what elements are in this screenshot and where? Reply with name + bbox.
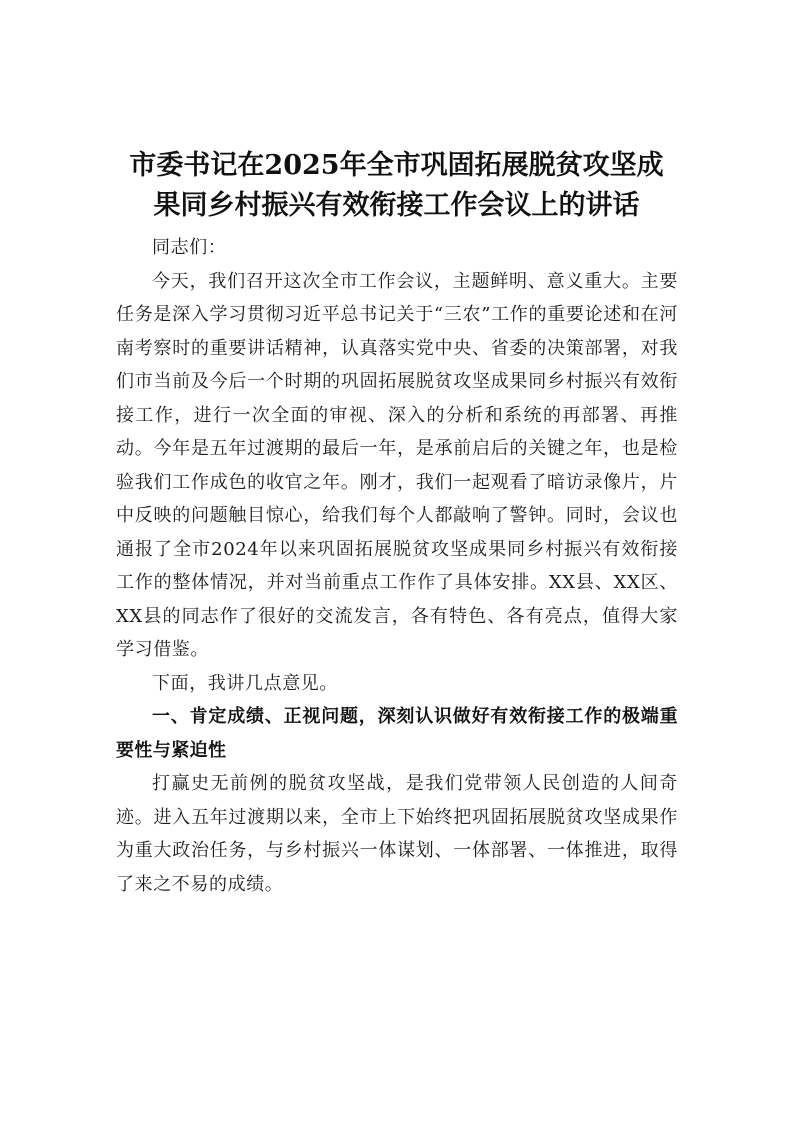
document-title xyxy=(100,146,693,226)
body-paragraph-transition: 下面，我讲几点意见。 xyxy=(152,672,338,694)
title-line-1: 市委书记在2025年全市巩固拓展脱贫攻坚成 xyxy=(129,150,664,181)
document-body xyxy=(116,231,678,901)
salutation: 同志们： xyxy=(152,237,227,258)
section-heading-1: 一、肯定成绩、正视问题，深刻认识做好有效衔接工作的极端重要性与紧迫性 xyxy=(116,706,678,761)
section-1-paragraph: 打赢史无前例的脱贫攻坚战，是我们党带领人民创造的人间奇迹。进入五年过渡期以来，全市上下始终把巩固拓展脱贫攻坚成果作为重大政治任务，与乡村振兴一体谋划、一体部署、一体推进，取得了来之不易的成绩。 xyxy=(116,773,678,895)
body-paragraph-opening: 今天，我们召开这次全市工作会议，主题鲜明、意义重大。主要任务是深入学习贯彻习近平总书记关于“三农”工作的重要论述和在河南考察时的重要讲话精神，认真落实党中央、省委的决策部署，对我们市当前及今后一个时期的巩固拓展脱贫攻坚成果同乡村振兴有效衔接工作，进行一次全面的审视、深入的分析和系统的再部署、再推动。今年是五年过渡期的最后一年，是承前启后的关键之年，也是检验我们工作成色的收官之年。刚才，我们一起观看了暗访录像片，片中反映的问题触目惊心，给我们每个人都敲响了警钟。同时，会议也通报了全市2024年以来巩固拓展脱贫攻坚成果同乡村振兴有效衔接工作的整体情况，并对当前重点工作作了具体安排。XX县、XX区、XX县的同志作了很好的交流发言，各有特色、各有亮点，值得大家学习借鉴。 xyxy=(116,270,678,660)
title-line-2: 果同乡村振兴有效衔接工作会议上的讲话 xyxy=(153,190,640,221)
